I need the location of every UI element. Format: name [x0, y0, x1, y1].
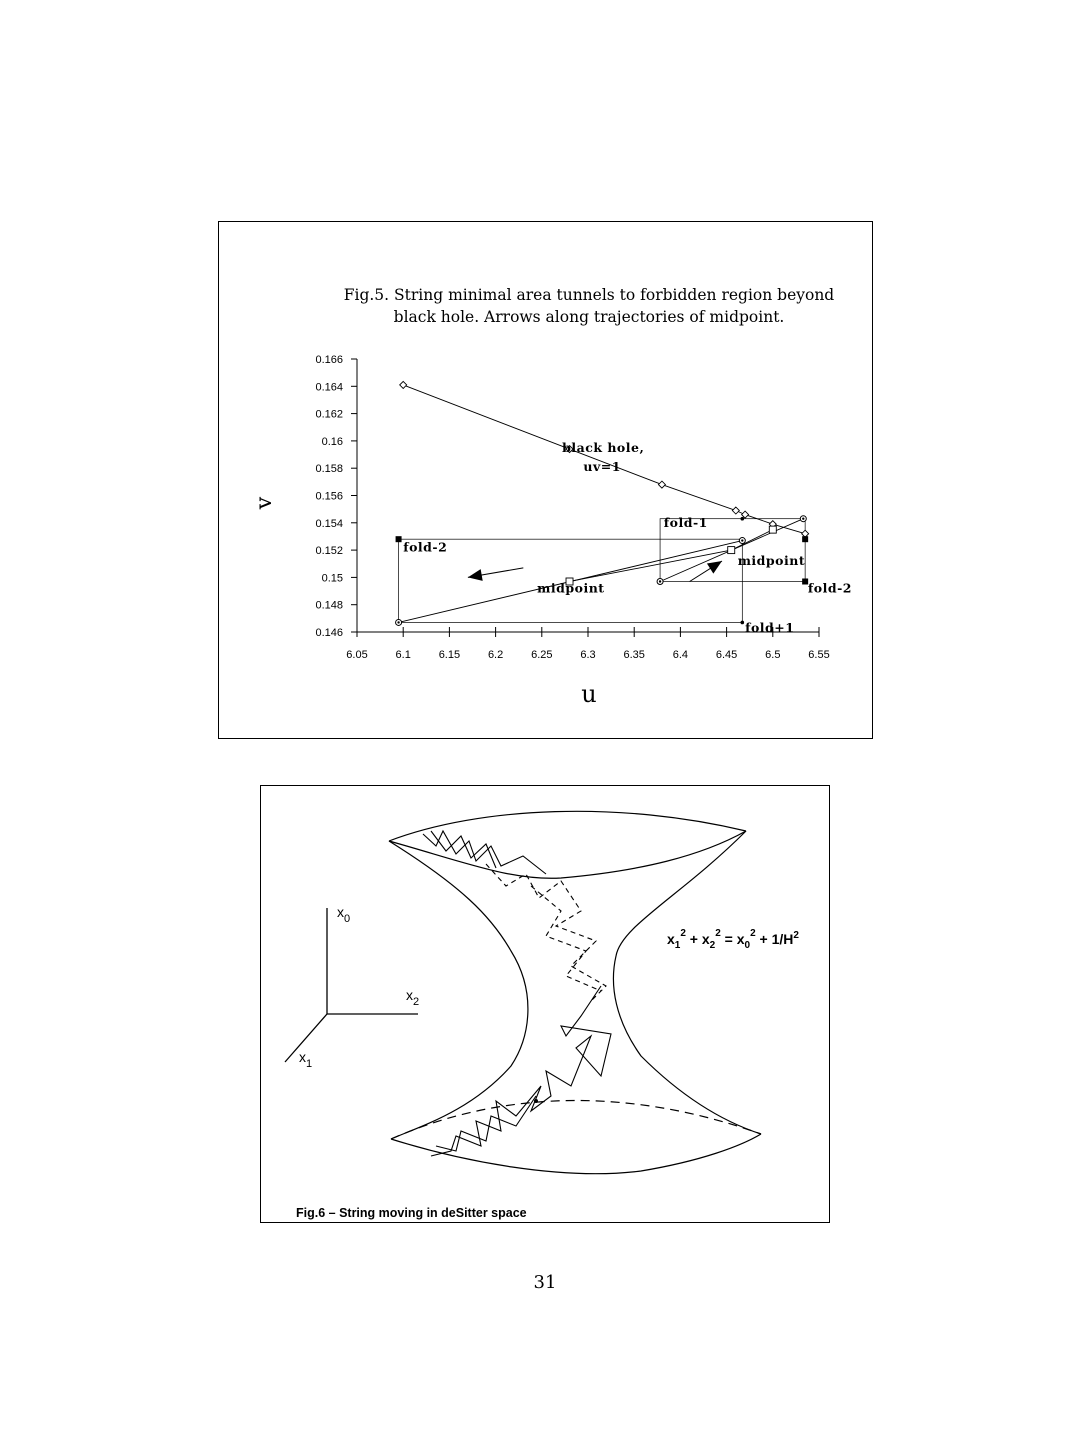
chart-annotation: midpoint	[737, 553, 806, 569]
chart-annotation: fold+1	[745, 620, 795, 635]
y-tick-label: 0.146	[315, 627, 343, 639]
chart-annotation: uv=1	[583, 458, 621, 474]
x-tick-label: 6.15	[438, 649, 461, 661]
chart-annotation: midpoint	[537, 580, 605, 596]
hyperboloid-equation: $x_1^2 + x_2^2 = x_0^2 + 1/H^2$	[667, 928, 799, 951]
fold-dot	[741, 621, 745, 625]
x-tick-label: 6.2	[487, 649, 504, 661]
chart-annotation: fold-1	[663, 514, 708, 530]
top-rim-back	[389, 811, 746, 841]
label-x2: $x_2$	[406, 987, 420, 1008]
data-point-fold	[802, 536, 808, 542]
figure-5	[218, 221, 873, 739]
hyperboloid	[389, 811, 761, 1173]
data-point-diamond	[400, 381, 407, 388]
x-tick-label: 6.1	[395, 649, 411, 661]
data-point-diamond	[658, 481, 665, 488]
y-tick-label: 0.15	[321, 572, 343, 585]
chart-annotation: fold-2	[807, 580, 853, 596]
data-point-circle-dot	[397, 621, 399, 623]
fold-dot	[741, 517, 745, 521]
y-tick-label: 0.164	[315, 381, 343, 394]
chart-annotation: fold-2	[403, 539, 448, 555]
y-tick-label: 0.162	[315, 408, 343, 421]
bottom-rim-back	[391, 1101, 761, 1140]
x-tick-label: 6.4	[672, 649, 689, 661]
x-tick-label: 6.25	[531, 649, 553, 661]
string-trajectory	[423, 831, 611, 1156]
string-middle-dashed	[486, 864, 606, 1001]
y-tick-label: 0.166	[315, 354, 343, 366]
figure-6	[260, 785, 830, 1223]
x-tick-label: 6.45	[715, 649, 738, 661]
chart-annotation: black hole,	[562, 439, 645, 455]
x-tick-label: 6.35	[623, 649, 645, 661]
y-axis-label: v	[252, 496, 277, 510]
x-tick-label: 6.3	[580, 649, 596, 661]
string-point	[534, 1099, 538, 1103]
x-tick-label: 6.05	[346, 649, 368, 661]
string-bottom-solid	[431, 986, 611, 1156]
data-point-diamond	[732, 507, 739, 514]
x-tick-label: 6.55	[808, 649, 830, 661]
data-point-square	[728, 547, 735, 554]
page-number: 31	[533, 1272, 557, 1293]
figure-5-caption-line-1: Fig.5. String minimal area tunnels to forbidden region beyond	[343, 286, 835, 304]
data-point-circle-dot	[659, 580, 661, 582]
figure-5-chart	[219, 222, 871, 737]
trajectory-arrow-head	[468, 569, 483, 581]
y-tick-label: 0.148	[315, 599, 343, 612]
string-top-solid	[423, 831, 546, 874]
figure-5-caption-line-2: black hole. Arrows along trajectories of midpoint.	[393, 308, 785, 326]
label-x0: $x_0$	[337, 904, 351, 925]
data-point-square	[769, 526, 776, 533]
top-rim-front	[389, 831, 746, 878]
y-tick-label: 0.152	[315, 545, 343, 558]
data-point-circle-dot	[802, 518, 804, 520]
axis-x1	[285, 1014, 327, 1062]
data-point-diamond	[802, 530, 809, 537]
y-tick-label: 0.156	[315, 490, 343, 503]
trajectory-arrow-head	[707, 561, 722, 574]
label-x1: $x_1$	[299, 1049, 313, 1070]
x-axis-label: u	[581, 680, 597, 708]
y-tick-label: 0.154	[315, 517, 343, 530]
bottom-rim-front	[391, 1134, 761, 1174]
data-point-circle-dot	[741, 539, 743, 541]
data-point-fold	[396, 536, 402, 542]
right-side	[613, 831, 761, 1134]
x-tick-label: 6.5	[765, 649, 781, 661]
axes-triad	[285, 908, 418, 1062]
y-tick-label: 0.16	[321, 435, 343, 448]
figure-6-caption: Fig.6 – String moving in deSitter space	[296, 1206, 527, 1220]
y-tick-label: 0.158	[315, 463, 343, 476]
figure-6-diagram	[261, 786, 828, 1221]
